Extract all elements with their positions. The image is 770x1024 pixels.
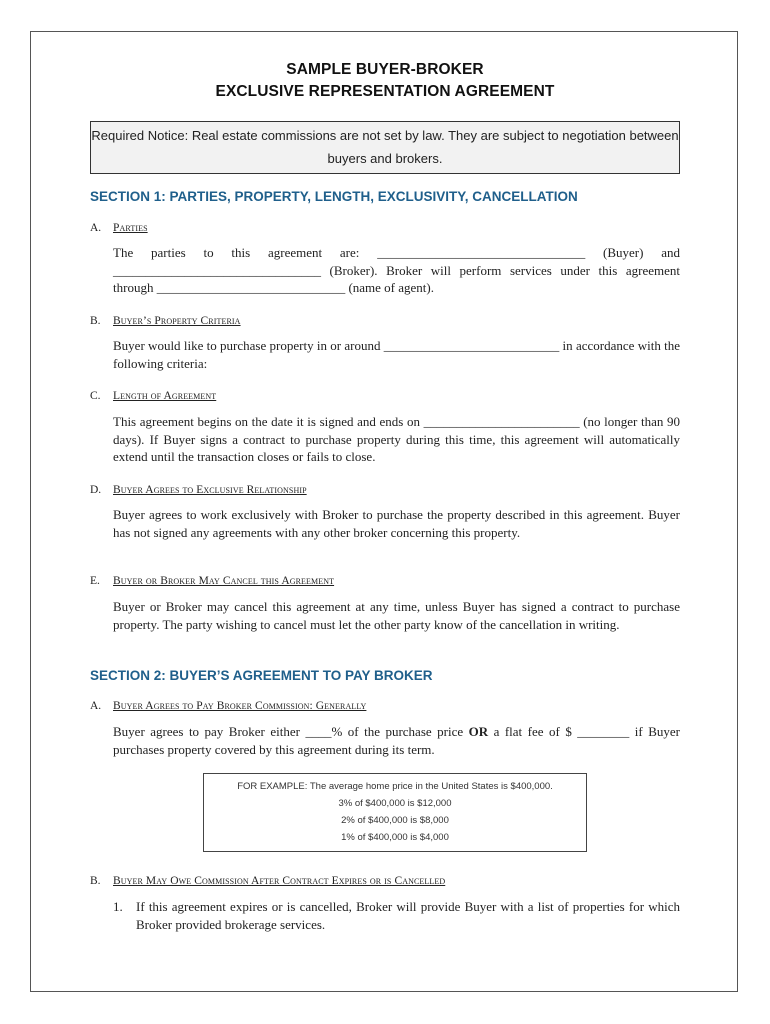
item-1d-heading	[90, 484, 307, 496]
document-page	[30, 31, 738, 992]
item-2a-text-end: a flat fee of $ ________ if Buyer purchases property covered by this agreement during its term.	[113, 724, 680, 757]
item-2b-list-item-1	[113, 898, 680, 933]
item-letter: B.	[90, 315, 101, 327]
section-2-heading: SECTION 2: BUYER’S AGREEMENT TO PAY BROKER	[90, 668, 433, 683]
example-box	[203, 773, 587, 852]
item-2a-text-start: Buyer agrees to pay Broker either ____% of the purchase price	[113, 724, 469, 739]
item-title: Length of Agreement	[113, 390, 217, 402]
item-title: Buyer’s Property Criteria	[113, 315, 241, 327]
item-1b-text: Buyer would like to purchase property in or around ___________________________ in accordance with the following criteria:	[113, 338, 680, 371]
item-letter: E.	[90, 575, 100, 587]
item-title: Parties	[113, 222, 148, 234]
item-letter: A.	[90, 222, 102, 234]
item-letter: A.	[90, 700, 102, 712]
item-1d-text: Buyer agrees to work exclusively with Broker to purchase the property described in this agreement. Buyer has not signed any agreements with any other broker concerning this property.	[113, 507, 680, 540]
item-title: Buyer May Owe Commission After Contract Expires or is Cancelled	[113, 875, 446, 887]
item-1a-heading	[90, 222, 148, 234]
required-notice-box: Required Notice: Real estate commissions are not set by law. They are subject to negotiation between buyers and brokers.	[90, 121, 680, 174]
item-title: Buyer Agrees to Exclusive Relationship	[113, 484, 307, 496]
item-1b-heading	[90, 315, 241, 327]
document-title-line-2: EXCLUSIVE REPRESENTATION AGREEMENT	[215, 83, 555, 100]
item-letter: B.	[90, 875, 101, 887]
example-line: 1% of $400,000 is $4,000	[341, 832, 449, 843]
example-line: 2% of $400,000 is $8,000	[341, 815, 449, 826]
section-1-heading: SECTION 1: PARTIES, PROPERTY, LENGTH, EXCLUSIVITY, CANCELLATION	[90, 189, 578, 204]
list-number: 1.	[113, 899, 123, 914]
item-2a-heading	[90, 700, 366, 712]
item-letter: D.	[90, 484, 102, 496]
item-title: Buyer Agrees to Pay Broker Commission: Generally	[113, 700, 367, 712]
document-title-line-1: SAMPLE BUYER-BROKER	[286, 61, 484, 78]
item-1e-text: Buyer or Broker may cancel this agreement at any time, unless Buyer has signed a contract to purchase property. The party wishing to cancel must let the other party know of the cancellation in writing.	[113, 599, 680, 632]
item-1c-heading	[90, 390, 216, 402]
list-item-text: If this agreement expires or is cancelled, Broker will provide Buyer with a list of properties for which Broker provided brokerage services.	[136, 899, 680, 932]
item-1c-text: This agreement begins on the date it is signed and ends on ________________________ (no longer than 90 days). If Buyer signs a contract to purchase property during this time, this agreement will automatically extend until the transaction closes or fails to close.	[113, 414, 680, 464]
item-1e-heading	[90, 575, 334, 587]
item-2a-text	[113, 723, 680, 758]
item-1a-text: The parties to this agreement are: ________________________________ (Buyer) and ________________________________ (Broker). Broker will perform services under this agreement through _____________________________ (name of agent).	[113, 245, 680, 295]
item-letter: C.	[90, 390, 101, 402]
example-line: FOR EXAMPLE: The average home price in the United States is $400,000.	[237, 781, 553, 792]
item-2b-heading	[90, 875, 445, 887]
example-line: 3% of $400,000 is $12,000	[338, 798, 452, 809]
item-title: Buyer or Broker May Cancel this Agreement	[113, 575, 335, 587]
item-2a-text-or: OR	[468, 724, 489, 739]
